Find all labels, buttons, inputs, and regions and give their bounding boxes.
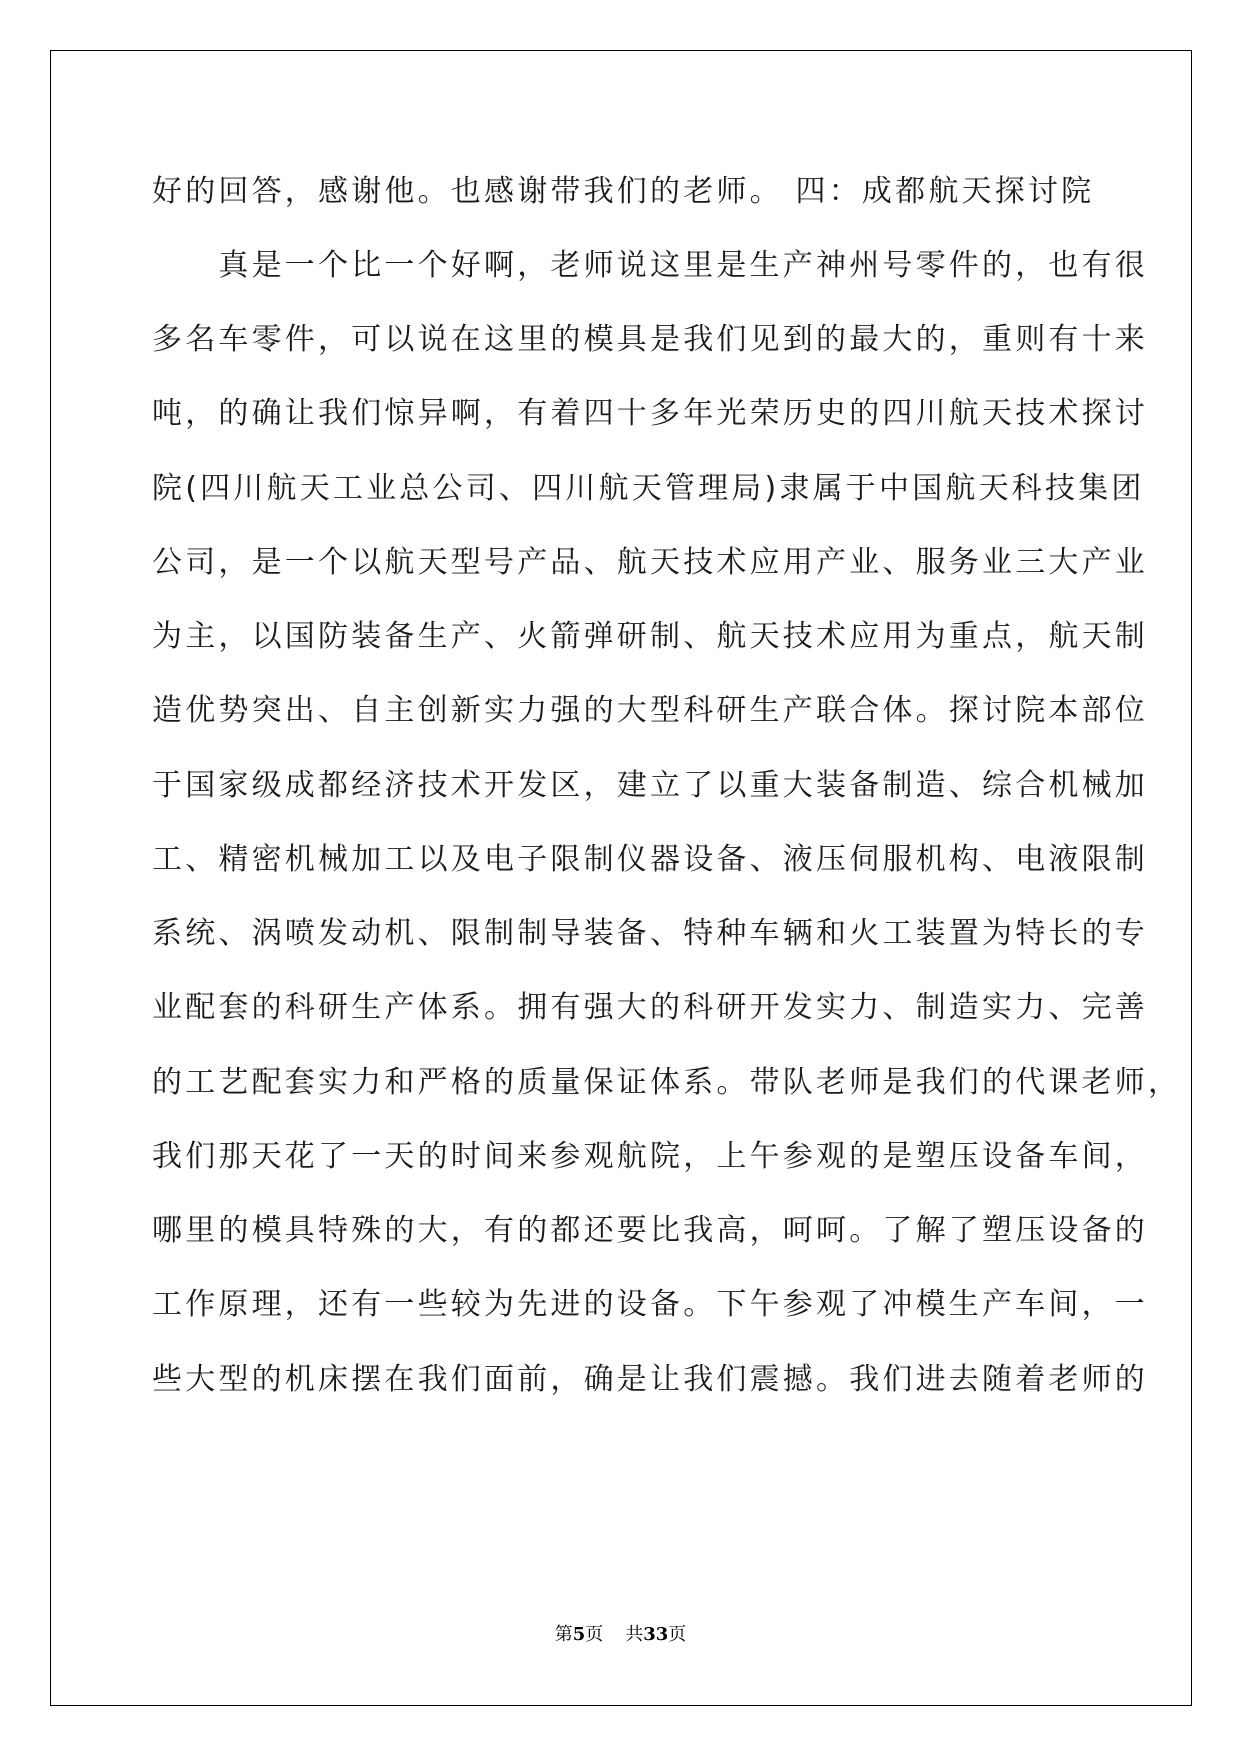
body-text-line: 我们那天花了一天的时间来参观航院，上午参观的是塑压设备车间， <box>152 1139 1148 1174</box>
body-text-line: 多名车零件，可以说在这里的模具是我们见到的最大的，重则有十来 <box>152 322 1148 357</box>
total-suffix: 页 <box>668 1624 687 1645</box>
body-text-line: 造优势突出、自主创新实力强的大型科研生产联合体。探讨院本部位 <box>152 693 1148 728</box>
body-text-line: 工、精密机械加工以及电子限制仪器设备、液压伺服机构、电液限制 <box>152 842 1148 877</box>
body-text-line: 哪里的模具特殊的大，有的都还要比我高，呵呵。了解了塑压设备的 <box>152 1213 1148 1248</box>
page-number: 5 <box>572 1624 586 1645</box>
body-text-line: 于国家级成都经济技术开发区，建立了以重大装备制造、综合机械加 <box>152 768 1148 803</box>
body-text-line: 好的回答，感谢他。也感谢带我们的老师。 四：成都航天探讨院 <box>152 174 1095 209</box>
body-text-line: 业配套的科研生产体系。拥有强大的科研开发实力、制造实力、完善 <box>152 990 1148 1025</box>
page-footer <box>0 1623 1241 1647</box>
body-text-line: 院(四川航天工业总公司、四川航天管理局)隶属于中国航天科技集团 <box>152 471 1145 506</box>
body-text-line: 吨，的确让我们惊异啊，有着四十多年光荣历史的四川航天技术探讨 <box>152 396 1148 431</box>
body-text-line: 系统、涡喷发动机、限制制导装备、特种车辆和火工装置为特长的专 <box>152 916 1148 951</box>
total-prefix: 共 <box>625 1624 644 1645</box>
body-text-line: 真是一个比一个好啊，老师说这里是生产神州号零件的，也有很 <box>152 248 1148 283</box>
total-pages: 33 <box>643 1624 669 1645</box>
body-text-line: 为主，以国防装备生产、火箭弹研制、航天技术应用为重点，航天制 <box>152 619 1148 654</box>
body-text-line: 公司，是一个以航天型号产品、航天技术应用产业、服务业三大产业 <box>152 545 1148 580</box>
body-text-line: 的工艺配套实力和严格的质量保证体系。带队老师是我们的代课老师， <box>152 1065 1182 1100</box>
body-text-line: 些大型的机床摆在我们面前，确是让我们震撼。我们进去随着老师的 <box>152 1362 1148 1397</box>
page-prefix: 第 <box>554 1624 573 1645</box>
body-text-line: 工作原理，还有一些较为先进的设备。下午参观了冲模生产车间，一 <box>152 1287 1148 1322</box>
page-suffix: 页 <box>585 1624 604 1645</box>
